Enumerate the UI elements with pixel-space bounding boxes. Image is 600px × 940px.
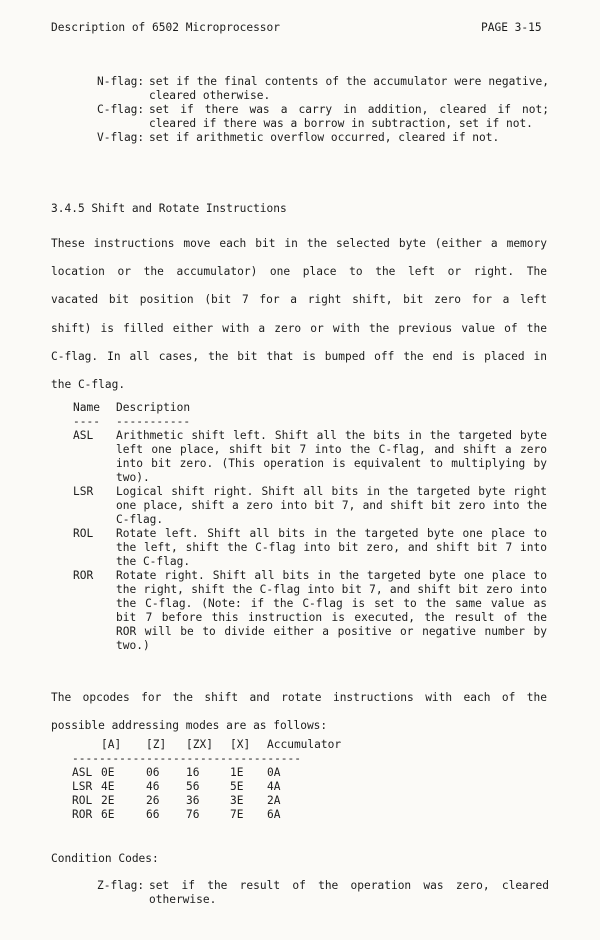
table-cell: 76 <box>186 808 200 821</box>
table-cell: 16 <box>186 766 200 779</box>
page-number: PAGE 3-15 <box>481 21 542 34</box>
table-cell: LSR <box>72 780 93 793</box>
paragraph-line: C-flag. In all cases, the bit that is bumped off the end is placed in <box>51 349 547 363</box>
table-cell: 5E <box>230 780 244 793</box>
instruction-description: Arithmetic shift left. Shift all the bits in the targeted byte left one place, shift bit 7 into the C-flag, and shift a zero into bit zero. (This operation is equivalent to multiplying by two). <box>116 429 547 484</box>
table-header-cell: [ZX] <box>186 738 213 751</box>
flag-item <box>97 75 549 103</box>
section-heading: 3.4.5 Shift and Rotate Instructions <box>51 202 287 215</box>
table-cell: 26 <box>146 794 160 807</box>
flag-text: set if arithmetic overflow occurred, cleared if not. <box>149 131 500 144</box>
instruction-description: Rotate right. Shift all bits in the targeted byte one place to the right, shift the C-flag into bit 7, and shift bit zero into the C-flag. (Note: if the C-flag is set to the same value as bit 7 before this instruction is executed, the result of the ROR will be to divide either a positive or negative number by two.) <box>116 569 547 652</box>
definition-item <box>73 569 547 653</box>
table-cell: ROR <box>72 808 93 821</box>
flag-label: V-flag: <box>97 131 145 144</box>
opcode-table-rule <box>72 752 347 766</box>
table-header-cell: [Z] <box>146 738 167 751</box>
table-cell: 0E <box>101 766 115 779</box>
instruction-name: ROL <box>73 527 94 540</box>
name-column-header: Name <box>73 401 100 414</box>
table-cell: 4E <box>101 780 115 793</box>
flag-label: Z-flag: <box>97 879 145 892</box>
table-header-cell <box>72 738 101 752</box>
description-rule: ----------- <box>116 415 191 428</box>
flag-list <box>97 75 549 145</box>
flag-text: set if the final contents of the accumulator were negative, cleared otherwise. <box>149 75 549 102</box>
table-header-cell: [X] <box>230 738 251 751</box>
table-cell: 2A <box>267 794 281 807</box>
table-cell: 06 <box>146 766 160 779</box>
flag-label: N-flag: <box>97 75 145 88</box>
table-header-cell: [A] <box>101 738 122 751</box>
opcode-table-header <box>72 738 347 752</box>
intro-paragraph <box>51 230 547 399</box>
table-cell: 7E <box>230 808 244 821</box>
opcode-table <box>72 738 347 822</box>
opcode-intro-paragraph <box>51 684 547 740</box>
table-cell: 4A <box>267 780 281 793</box>
table-cell: 1E <box>230 766 244 779</box>
flag-item <box>97 103 549 131</box>
table-header-cell: Accumulator <box>267 738 342 751</box>
running-header-title: Description of 6502 Microprocessor <box>51 21 281 34</box>
instruction-definition-list <box>73 401 547 653</box>
instruction-name: ROR <box>73 569 94 582</box>
paragraph-line: possible addressing modes are as follows: <box>51 719 328 733</box>
table-row <box>72 780 347 794</box>
flag-text: set if there was a carry in addition, cleared if not; cleared if there was a borrow in subtraction, set if not. <box>149 103 549 130</box>
table-cell: 6A <box>267 808 281 821</box>
definition-item <box>73 527 547 569</box>
name-rule: ---- <box>73 415 100 428</box>
instruction-description: Rotate left. Shift all bits in the targeted byte one place to the left, shift the C-flag into bit zero, and shift bit 7 into the C-flag. <box>116 527 547 568</box>
paragraph-line: vacated bit position (bit 7 for a right shift, bit zero for a left <box>51 293 547 307</box>
flag-label: C-flag: <box>97 103 145 116</box>
flag-item <box>97 879 549 907</box>
flag-item <box>97 131 549 145</box>
table-rule: ---------------------------------- <box>72 752 302 765</box>
paragraph-line: shift) is filled either with a zero or with the previous value of the <box>51 321 547 335</box>
table-row <box>72 766 347 780</box>
definition-item <box>73 485 547 527</box>
paragraph-line: The opcodes for the shift and rotate instructions with each of the <box>51 691 547 704</box>
paragraph-line: These instructions move each bit in the selected byte (either a memory <box>51 237 547 250</box>
definition-header <box>73 401 547 415</box>
flag-text: set if the result of the operation was zero, cleared otherwise. <box>149 879 549 906</box>
table-cell: 0A <box>267 766 281 779</box>
definition-item <box>73 429 547 485</box>
table-cell: 2E <box>101 794 115 807</box>
table-row <box>72 808 347 822</box>
table-cell: 6E <box>101 808 115 821</box>
description-column-header: Description <box>116 401 191 414</box>
table-row <box>72 794 347 808</box>
paragraph-line: location or the accumulator) one place to the left or right. The <box>51 265 547 279</box>
table-cell: 46 <box>146 780 160 793</box>
table-cell: ROL <box>72 794 93 807</box>
definition-header-rule <box>73 415 547 429</box>
condition-codes-heading: Condition Codes: <box>51 852 159 865</box>
instruction-description: Logical shift right. Shift all bits in the targeted byte right one place, shift a zero into bit 7, and shift bit zero into the C-flag. <box>116 485 547 526</box>
instruction-name: ASL <box>73 429 94 442</box>
paragraph-line: the C-flag. <box>51 378 126 392</box>
instruction-name: LSR <box>73 485 94 498</box>
table-cell: ASL <box>72 766 93 779</box>
table-cell: 66 <box>146 808 160 821</box>
table-cell: 56 <box>186 780 200 793</box>
table-cell: 3E <box>230 794 244 807</box>
zflag-item <box>97 879 549 907</box>
table-cell: 36 <box>186 794 200 807</box>
